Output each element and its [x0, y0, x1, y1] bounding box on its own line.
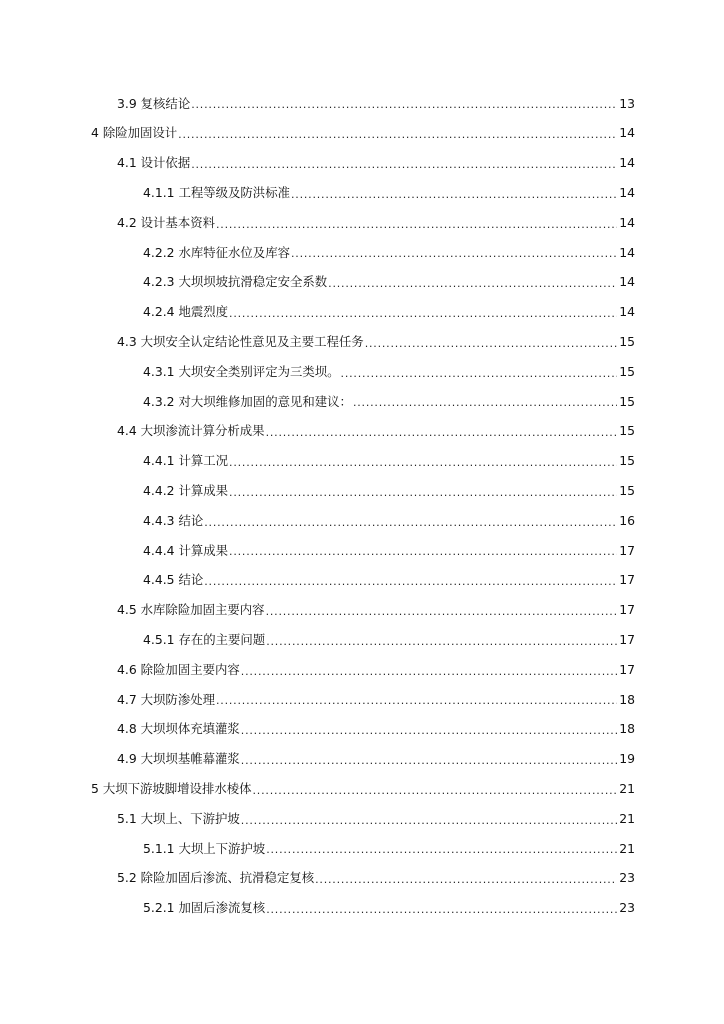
toc-dot-leader	[266, 844, 617, 855]
toc-entry[interactable]	[0, 506, 724, 536]
toc-dot-leader	[291, 248, 617, 259]
toc-entry-title: 5.2.1 加固后渗流复核	[143, 900, 266, 916]
toc-entry-title: 4.5.1 存在的主要问题	[143, 632, 266, 648]
toc-entry-page-number: 14	[619, 244, 635, 260]
toc-entry-page-number: 14	[619, 274, 635, 290]
toc-entry[interactable]	[0, 536, 724, 566]
toc-entry-page-number: 15	[619, 453, 635, 469]
toc-entry-page-number: 18	[619, 691, 635, 707]
toc-dot-leader	[241, 725, 617, 736]
toc-entry-page-number: 17	[619, 632, 635, 648]
toc-dot-leader	[204, 576, 617, 587]
toc-entry-title: 4.1.1 工程等级及防洪标准	[143, 185, 290, 201]
toc-entry-title: 4.2.3 大坝坝坡抗滑稳定安全系数	[143, 274, 328, 290]
toc-dot-leader	[353, 397, 617, 408]
toc-entry-title: 4.4.3 结论	[143, 512, 204, 528]
toc-dot-leader	[253, 785, 617, 796]
toc-entry-title: 4.4.5 结论	[143, 572, 204, 588]
toc-entry[interactable]	[0, 625, 724, 655]
toc-entry[interactable]	[0, 834, 724, 864]
toc-dot-leader	[216, 695, 617, 706]
toc-dot-leader	[266, 606, 617, 617]
toc-dot-leader	[241, 666, 617, 677]
toc-entry-title: 4.4.1 计算工况	[143, 453, 229, 469]
toc-entry-title: 4.3.2 对大坝维修加固的意见和建议：	[143, 393, 352, 409]
toc-entry[interactable]	[0, 327, 724, 357]
toc-entry-title: 4.6 除险加固主要内容	[117, 661, 240, 677]
toc-entry-page-number: 23	[619, 900, 635, 916]
toc-entry-title: 4.9 大坝坝基帷幕灌浆	[117, 751, 240, 767]
toc-entry-title: 4.1 设计依据	[117, 155, 191, 171]
toc-entry-page-number: 18	[619, 721, 635, 737]
toc-entry-title: 4.2.4 地震烈度	[143, 304, 229, 320]
toc-entry-page-number: 17	[619, 542, 635, 558]
toc-dot-leader	[204, 517, 617, 528]
toc-entry[interactable]	[0, 268, 724, 298]
toc-entry-title: 5.1 大坝上、下游护坡	[117, 810, 240, 826]
toc-entry-page-number: 23	[619, 870, 635, 886]
toc-entry-title: 4.3 大坝安全认定结论性意见及主要工程任务	[117, 334, 364, 350]
toc-entry-page-number: 21	[619, 840, 635, 856]
toc-entry-page-number: 14	[619, 155, 635, 171]
toc-entry[interactable]	[0, 774, 724, 804]
toc-dot-leader	[266, 904, 617, 915]
toc-dot-leader	[328, 278, 617, 289]
toc-entry-title: 5.2 除险加固后渗流、抗滑稳定复核	[117, 870, 315, 886]
toc-entry[interactable]	[0, 864, 724, 894]
toc-entry-title: 4.4 大坝渗流计算分析成果	[117, 423, 265, 439]
toc-entry[interactable]	[0, 298, 724, 328]
toc-entry-title: 4 除险加固设计	[91, 125, 178, 141]
toc-entry[interactable]	[0, 566, 724, 596]
toc-entry[interactable]	[0, 476, 724, 506]
toc-entry-page-number: 15	[619, 393, 635, 409]
toc-entry-page-number: 15	[619, 363, 635, 379]
toc-dot-leader	[241, 755, 617, 766]
toc-entry-page-number: 21	[619, 810, 635, 826]
toc-entry[interactable]	[0, 655, 724, 685]
toc-entry-title: 4.3.1 大坝安全类别评定为三类坝。	[143, 363, 340, 379]
toc-entry[interactable]	[0, 715, 724, 745]
toc-entry[interactable]	[0, 894, 724, 924]
toc-entry-page-number: 14	[619, 214, 635, 230]
toc-dot-leader	[178, 129, 617, 140]
toc-dot-leader	[191, 99, 617, 110]
toc-entry[interactable]	[0, 357, 724, 387]
toc-entry-title: 3.9 复核结论	[117, 95, 191, 111]
toc-entry-title: 4.2.2 水库特征水位及库容	[143, 244, 290, 260]
toc-entry-title: 4.2 设计基本资料	[117, 214, 215, 230]
toc-entry-page-number: 21	[619, 781, 635, 797]
toc-entry[interactable]	[0, 417, 724, 447]
toc-entry-page-number: 17	[619, 661, 635, 677]
toc-dot-leader	[229, 308, 617, 319]
toc-entry-page-number: 17	[619, 602, 635, 618]
toc-entry[interactable]	[0, 89, 724, 119]
toc-entry[interactable]	[0, 685, 724, 715]
toc-entry-page-number: 14	[619, 304, 635, 320]
toc-entry[interactable]	[0, 208, 724, 238]
toc-entry-page-number: 13	[619, 95, 635, 111]
toc-entry[interactable]	[0, 447, 724, 477]
toc-dot-leader	[191, 159, 617, 170]
toc-entry-page-number: 15	[619, 334, 635, 350]
toc-entry-page-number: 19	[619, 751, 635, 767]
toc-dot-leader	[229, 546, 617, 557]
toc-dot-leader	[365, 338, 617, 349]
toc-entry-page-number: 16	[619, 512, 635, 528]
toc-entry-page-number: 14	[619, 185, 635, 201]
toc-dot-leader	[241, 815, 617, 826]
table-of-contents	[0, 89, 724, 923]
toc-dot-leader	[229, 457, 617, 468]
toc-dot-leader	[266, 427, 617, 438]
toc-entry-title: 4.8 大坝坝体充填灌浆	[117, 721, 240, 737]
toc-entry[interactable]	[0, 149, 724, 179]
toc-entry-title: 5.1.1 大坝上下游护坡	[143, 840, 266, 856]
toc-dot-leader	[216, 219, 617, 230]
toc-entry-page-number: 14	[619, 125, 635, 141]
toc-entry-page-number: 15	[619, 483, 635, 499]
toc-entry[interactable]	[0, 387, 724, 417]
toc-entry-page-number: 15	[619, 423, 635, 439]
toc-dot-leader	[229, 487, 617, 498]
toc-entry-title: 4.5 水库除险加固主要内容	[117, 602, 265, 618]
toc-entry-title: 4.4.4 计算成果	[143, 542, 229, 558]
toc-entry-title: 4.7 大坝防渗处理	[117, 691, 215, 707]
toc-entry[interactable]	[0, 596, 724, 626]
toc-entry[interactable]	[0, 745, 724, 775]
toc-entry-title: 4.4.2 计算成果	[143, 483, 229, 499]
toc-entry-page-number: 17	[619, 572, 635, 588]
toc-dot-leader	[315, 874, 617, 885]
toc-dot-leader	[291, 189, 617, 200]
toc-dot-leader	[341, 368, 617, 379]
toc-dot-leader	[266, 636, 617, 647]
toc-entry-title: 5 大坝下游坡脚增设排水棱体	[91, 781, 252, 797]
toc-entry[interactable]	[0, 804, 724, 834]
toc-entry[interactable]	[0, 178, 724, 208]
toc-entry[interactable]	[0, 238, 724, 268]
toc-entry[interactable]	[0, 119, 724, 149]
